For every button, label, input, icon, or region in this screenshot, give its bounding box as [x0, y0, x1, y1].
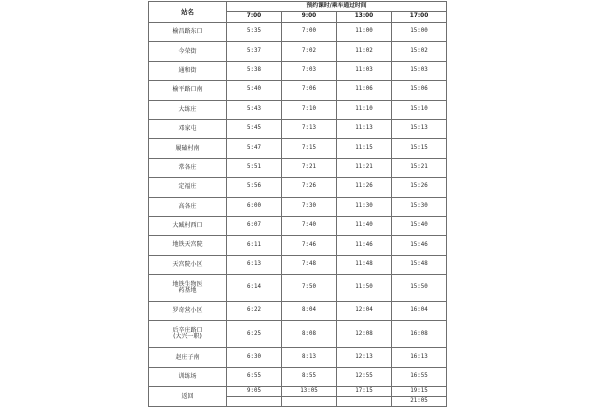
departure-time-cell: 11:00 [337, 23, 392, 42]
station-name-cell [149, 321, 227, 348]
timetable-body [149, 23, 447, 407]
return-time-cell: 17:15 [337, 387, 392, 397]
station-name-cell [149, 61, 227, 80]
departure-time-cell: 16:55 [392, 367, 447, 386]
table-row [149, 367, 447, 386]
station-name-line: 邓家屯 [178, 125, 197, 133]
station-name-line: 高各庄 [178, 202, 197, 210]
table-row [149, 236, 447, 255]
departure-time-cell: 8:04 [282, 302, 337, 321]
table-row [149, 321, 447, 348]
station-name-cell [149, 367, 227, 386]
departure-time-cell: 11:50 [337, 275, 392, 302]
departure-time-cell: 15:30 [392, 197, 447, 216]
station-name-line: 地铁生物医 [172, 281, 203, 289]
departure-time-cell: 5:35 [227, 23, 282, 42]
station-name-cell [149, 158, 227, 177]
departure-time-cell: 7:10 [282, 100, 337, 119]
station-name-line: 常各庄 [178, 163, 197, 171]
station-name-line: 赵庄子南 [175, 353, 200, 361]
departure-time-cell: 11:48 [337, 255, 392, 274]
return-time-cell: 9:05 [227, 387, 282, 397]
departure-time-cell: 8:13 [282, 348, 337, 367]
departure-time-cell: 15:06 [392, 81, 447, 100]
departure-time-cell: 12:08 [337, 321, 392, 348]
departure-time-cell: 5:51 [227, 158, 282, 177]
station-name-cell [149, 236, 227, 255]
departure-time-cell: 16:13 [392, 348, 447, 367]
departure-time-cell: 11:21 [337, 158, 392, 177]
departure-time-cell: 6:07 [227, 216, 282, 235]
station-name-cell [149, 302, 227, 321]
departure-time-cell: 7:48 [282, 255, 337, 274]
departure-time-cell: 5:47 [227, 139, 282, 158]
departure-time-cell: 15:50 [392, 275, 447, 302]
departure-time-cell: 7:00 [282, 23, 337, 42]
departure-time-cell: 5:43 [227, 100, 282, 119]
station-name-cell [149, 81, 227, 100]
station-name-cell [149, 23, 227, 42]
departure-time-cell: 15:13 [392, 119, 447, 138]
departure-time-cell: 11:13 [337, 119, 392, 138]
departure-time-cell: 5:38 [227, 61, 282, 80]
departure-time-cell: 5:56 [227, 178, 282, 197]
departure-time-cell: 15:21 [392, 158, 447, 177]
station-name-line: (大兴一职) [173, 333, 202, 341]
departure-time-cell: 6:11 [227, 236, 282, 255]
station-name-cell [149, 42, 227, 61]
departure-time-cell: 6:14 [227, 275, 282, 302]
table-row [149, 81, 447, 100]
station-name-cell [149, 100, 227, 119]
departure-time-cell: 7:50 [282, 275, 337, 302]
slot-header-7: 7:00 [227, 12, 282, 23]
departure-time-cell: 15:46 [392, 236, 447, 255]
departure-time-cell: 7:06 [282, 81, 337, 100]
departure-time-cell: 11:06 [337, 81, 392, 100]
return-empty-cell [282, 397, 337, 407]
bus-timetable [148, 1, 447, 407]
table-row [149, 23, 447, 42]
departure-time-cell: 6:30 [227, 348, 282, 367]
return-time-cell: 13:05 [282, 387, 337, 397]
table-row [149, 275, 447, 302]
departure-time-cell: 12:04 [337, 302, 392, 321]
table-row [149, 348, 447, 367]
departure-time-cell: 11:10 [337, 100, 392, 119]
departure-time-cell: 15:40 [392, 216, 447, 235]
departure-time-cell: 16:08 [392, 321, 447, 348]
departure-time-cell: 7:03 [282, 61, 337, 80]
departure-time-cell: 11:15 [337, 139, 392, 158]
return-row [149, 387, 447, 397]
departure-time-cell: 11:26 [337, 178, 392, 197]
slot-header-17: 17:00 [392, 12, 447, 23]
return-extra-time-cell: 21:05 [392, 397, 447, 407]
departure-time-cell: 8:08 [282, 321, 337, 348]
departure-time-cell: 7:21 [282, 158, 337, 177]
departure-time-cell: 8:55 [282, 367, 337, 386]
table-row [149, 42, 447, 61]
departure-time-cell: 15:02 [392, 42, 447, 61]
table-row [149, 100, 447, 119]
table-row [149, 139, 447, 158]
station-name-line: 天宫院小区 [172, 260, 203, 268]
table-row [149, 178, 447, 197]
slot-header-9: 9:00 [282, 12, 337, 23]
station-name-line: 定福庄 [178, 183, 197, 191]
slot-header-13: 13:00 [337, 12, 392, 23]
departure-time-cell: 5:37 [227, 42, 282, 61]
departure-time-cell: 16:04 [392, 302, 447, 321]
departure-time-cell: 12:55 [337, 367, 392, 386]
station-name-line: 罗奇营小区 [172, 307, 203, 315]
table-header-row [149, 2, 447, 12]
departure-time-cell: 5:40 [227, 81, 282, 100]
departure-time-cell: 15:00 [392, 23, 447, 42]
departure-time-cell: 7:15 [282, 139, 337, 158]
departure-time-cell: 15:15 [392, 139, 447, 158]
table-row [149, 61, 447, 80]
departure-time-cell: 6:13 [227, 255, 282, 274]
table-row [149, 158, 447, 177]
departure-time-cell: 7:46 [282, 236, 337, 255]
departure-time-cell: 11:30 [337, 197, 392, 216]
departure-time-cell: 15:03 [392, 61, 447, 80]
departure-time-cell: 15:10 [392, 100, 447, 119]
station-name-cell [149, 197, 227, 216]
table-row [149, 302, 447, 321]
table-row [149, 255, 447, 274]
station-name-line: 今荣街 [178, 47, 197, 55]
departure-time-cell: 15:26 [392, 178, 447, 197]
station-name-line: 药基地 [178, 287, 197, 295]
departure-time-cell: 15:48 [392, 255, 447, 274]
departure-time-cell: 7:30 [282, 197, 337, 216]
departure-time-cell: 7:26 [282, 178, 337, 197]
station-name-line: 训练场 [178, 373, 197, 381]
departure-time-cell: 6:55 [227, 367, 282, 386]
departure-time-cell: 11:46 [337, 236, 392, 255]
return-empty-cell [227, 397, 282, 407]
station-name-line: 榆昌路东口 [172, 28, 203, 36]
return-station-cell: 返回 [149, 387, 227, 407]
departure-time-cell: 5:45 [227, 119, 282, 138]
station-name-cell [149, 119, 227, 138]
departure-time-cell: 6:22 [227, 302, 282, 321]
station-name-cell [149, 275, 227, 302]
departure-time-cell: 11:03 [337, 61, 392, 80]
station-name-line: 履磕村南 [175, 144, 200, 152]
table-row [149, 119, 447, 138]
departure-time-cell: 11:40 [337, 216, 392, 235]
station-name-cell [149, 178, 227, 197]
departure-time-cell: 7:02 [282, 42, 337, 61]
station-name-line: 通和街 [178, 66, 197, 74]
station-name-line: 大臧村西口 [172, 222, 203, 230]
station-name-cell [149, 139, 227, 158]
station-name-cell [149, 216, 227, 235]
return-empty-cell [337, 397, 392, 407]
table-row [149, 197, 447, 216]
station-name-line: 榆平路口南 [172, 86, 203, 94]
departure-time-cell: 11:02 [337, 42, 392, 61]
station-name-line: 大练庄 [178, 105, 197, 113]
station-column-header: 站名 [149, 2, 227, 23]
time-group-header: 预约课时/乘车通过时间 [227, 2, 447, 12]
station-name-line: 地铁天宫院 [172, 241, 203, 249]
table-row [149, 216, 447, 235]
station-name-cell [149, 255, 227, 274]
return-time-cell: 19:15 [392, 387, 447, 397]
station-name-line: 后辛庄路口 [172, 327, 203, 335]
departure-time-cell: 7:40 [282, 216, 337, 235]
departure-time-cell: 12:13 [337, 348, 392, 367]
departure-time-cell: 6:00 [227, 197, 282, 216]
departure-time-cell: 7:13 [282, 119, 337, 138]
departure-time-cell: 6:25 [227, 321, 282, 348]
station-name-cell [149, 348, 227, 367]
